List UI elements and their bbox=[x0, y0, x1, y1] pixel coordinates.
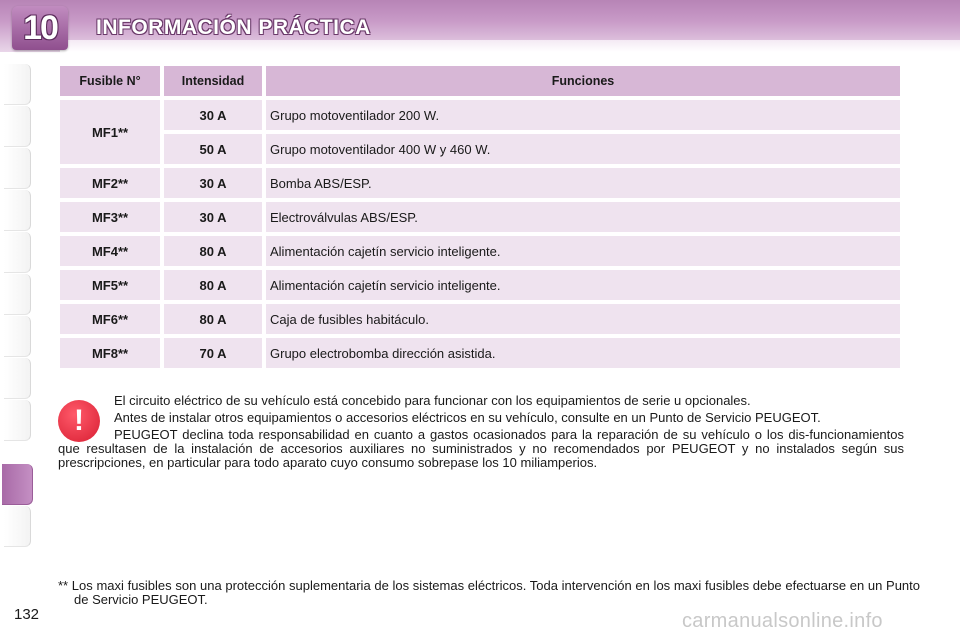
table-header-row bbox=[60, 66, 900, 96]
table-row bbox=[60, 338, 900, 368]
table-row bbox=[60, 202, 900, 232]
table-row bbox=[60, 270, 900, 300]
fuse-number: MF4** bbox=[60, 236, 160, 266]
side-tab[interactable] bbox=[4, 232, 31, 273]
fuse-amperage: 80 A bbox=[164, 304, 262, 334]
warning-paragraph: PEUGEOT declina toda responsabilidad en cuanto a gastos ocasionados para la reparación de su vehículo o los dis-funcionamientos que resultasen de la instalación de accesorios auxiliares no suministrados y no recomendados por PEUGEOT y no instalados según sus prescripciones, en particular para todo aparato cuyo consumo sobrepase los 10 miliamperios. bbox=[58, 427, 904, 470]
side-tab[interactable] bbox=[4, 506, 31, 547]
fuse-amperage: 30 A bbox=[164, 168, 262, 198]
fuse-amperage: 30 A bbox=[164, 100, 262, 130]
header-fuse-number: Fusible N° bbox=[60, 66, 160, 96]
fuse-number: MF6** bbox=[60, 304, 160, 334]
fuse-function: Grupo motoventilador 200 W. bbox=[266, 100, 900, 130]
fuse-table bbox=[56, 62, 904, 372]
fuse-function: Bomba ABS/ESP. bbox=[266, 168, 900, 198]
fuse-number: MF8** bbox=[60, 338, 160, 368]
fuse-function: Electroválvulas ABS/ESP. bbox=[266, 202, 900, 232]
fuse-function: Caja de fusibles habitáculo. bbox=[266, 304, 900, 334]
page-number: 132 bbox=[14, 606, 40, 623]
side-tab[interactable] bbox=[4, 316, 31, 357]
side-tab[interactable] bbox=[4, 64, 31, 105]
table-row bbox=[60, 100, 900, 130]
side-tab[interactable] bbox=[4, 358, 31, 399]
warning-paragraph: El circuito eléctrico de su vehículo está concebido para funcionar con los equipamientos de serie u opcionales. bbox=[114, 393, 751, 408]
page-title: INFORMACIÓN PRÁCTICA bbox=[96, 16, 371, 39]
fuse-function: Alimentación cajetín servicio inteligente. bbox=[266, 236, 900, 266]
footnote: ** Los maxi fusibles son una protección suplementaria de los sistemas eléctricos. Toda intervención en los maxi fusibles debe efectuarse en un Punto de Servicio PEUGEOT. bbox=[58, 578, 920, 607]
warning-text bbox=[58, 394, 904, 473]
fuse-number: MF3** bbox=[60, 202, 160, 232]
chapter-side-tabs bbox=[0, 64, 34, 574]
fuse-function: Alimentación cajetín servicio inteligente. bbox=[266, 270, 900, 300]
fuse-function: Grupo electrobomba dirección asistida. bbox=[266, 338, 900, 368]
side-tab[interactable] bbox=[4, 400, 31, 441]
fuse-amperage: 80 A bbox=[164, 236, 262, 266]
table-row bbox=[60, 134, 900, 164]
exclamation-icon: ! bbox=[58, 400, 100, 442]
chapter-badge: 10 bbox=[12, 6, 68, 50]
header-intensity: Intensidad bbox=[164, 66, 262, 96]
side-tab[interactable] bbox=[4, 106, 31, 147]
table-row bbox=[60, 236, 900, 266]
table-row bbox=[60, 168, 900, 198]
fuse-number: MF1** bbox=[60, 100, 160, 164]
header-shine bbox=[60, 40, 960, 52]
watermark: carmanualsonline.info bbox=[682, 610, 883, 632]
warning-paragraph: Antes de instalar otros equipamientos o accesorios eléctricos en su vehículo, consulte en un Punto de Servicio PEUGEOT. bbox=[114, 410, 821, 425]
fuse-amperage: 50 A bbox=[164, 134, 262, 164]
header-functions: Funciones bbox=[266, 66, 900, 96]
side-tab[interactable] bbox=[4, 190, 31, 231]
fuse-number: MF5** bbox=[60, 270, 160, 300]
side-tab[interactable] bbox=[4, 148, 31, 189]
fuse-function: Grupo motoventilador 400 W y 460 W. bbox=[266, 134, 900, 164]
side-tab[interactable] bbox=[4, 274, 31, 315]
fuse-amperage: 70 A bbox=[164, 338, 262, 368]
table-row bbox=[60, 304, 900, 334]
fuse-number: MF2** bbox=[60, 168, 160, 198]
side-tab-active[interactable] bbox=[2, 464, 33, 505]
fuse-amperage: 30 A bbox=[164, 202, 262, 232]
fuse-amperage: 80 A bbox=[164, 270, 262, 300]
